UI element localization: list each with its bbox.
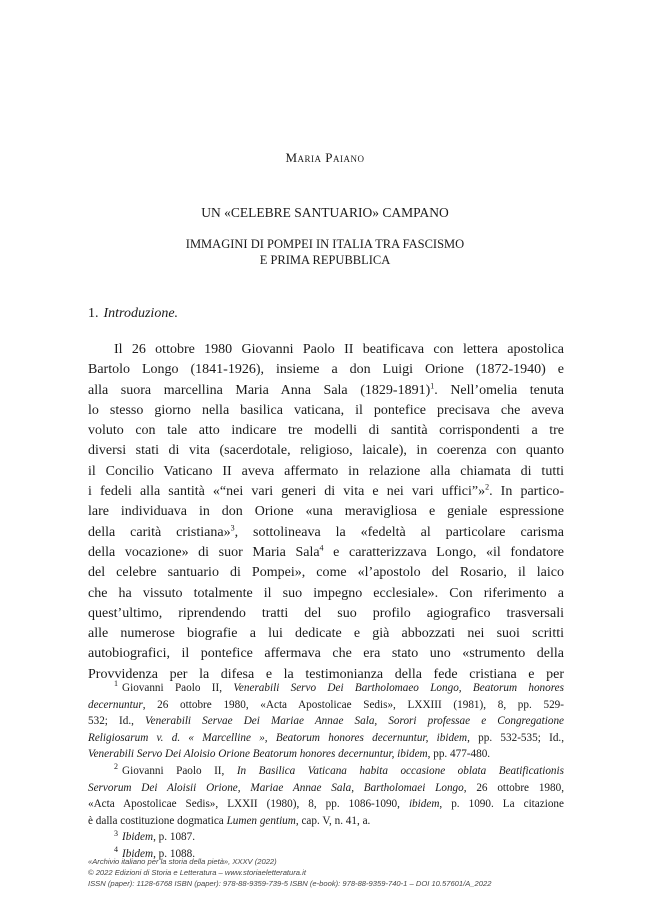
footnote-line: «Acta Apostolicae Sedis», LXXII (1980), 8, pp. 1086-1090, ibidem, p. 1090. La citazione bbox=[88, 798, 564, 811]
footnote-4: $^4$ Ibidem, p. 1088. bbox=[114, 845, 196, 860]
subtitle-line: E PRIMA REPUBBLICA bbox=[259, 253, 391, 267]
body-line: lo stesso giorno nella basilica vaticana, il pontefice precisava che aveva bbox=[88, 402, 564, 418]
footnote-number: 4 bbox=[114, 845, 118, 855]
body-line: del celebre santuario di Pompei», come «l’apostolo del Rosario, il laico bbox=[88, 565, 564, 581]
article-title: UN «CELEBRE SANTUARIO» CAMPANO bbox=[201, 205, 449, 220]
footnote-line: Venerabili Servo Dei Aloisio Orione Beatorum honores decernuntur, ibidem, pp. 477-480. bbox=[88, 748, 491, 761]
body-line: alla suora marcellina Maria Anna Sala (1829-1891)$^1$. Nell’omelia tenuta bbox=[88, 380, 564, 398]
body-line: il Concilio Vaticano II aveva affermato in relazione alla chiamata di tutti bbox=[88, 463, 564, 479]
body-line: voluto con tale atto indicare tre modelli di santità corrispondenti a tre bbox=[88, 423, 564, 439]
body-line: quest’ultimo, riprendendo tratti del suo profilo agiografico trasversali bbox=[88, 605, 564, 621]
footnote-number: 1 bbox=[114, 679, 118, 689]
footnote-line: decernuntur, 26 ottobre 1980, «Acta Apostolicae Sedis», LXXIII (1981), 8, pp. 529- bbox=[88, 698, 564, 711]
publisher-link[interactable]: www.storiaeletteratura.it bbox=[224, 868, 306, 877]
footnote-3: $^3$ Ibidem, p. 1087. bbox=[114, 828, 196, 844]
footnote-ref[interactable]: 2 bbox=[485, 482, 490, 492]
body-line: della vocazione» di suor Maria Sala$^4$ e caratterizzava Longo, «il fondatore bbox=[88, 543, 565, 560]
body-line: della carità cristiana»$^3$, sottolineava la «fedeltà al particolare carisma bbox=[88, 523, 564, 540]
body-line: che ha vissuto totalmente il suo impegno ecclesiale». Con riferimento a bbox=[88, 585, 564, 601]
section-number: 1. bbox=[88, 306, 99, 321]
footnote-number: 3 bbox=[114, 828, 118, 838]
issn-isbn-line: ISSN (paper): 1128-6768 ISBN (paper): 978-88-9359-739-5 ISBN (e-book): 978-88-9359-740-1 – DOI 10.57601/A_2022 bbox=[88, 879, 492, 888]
body-line: Il 26 ottobre 1980 Giovanni Paolo II beatificava con lettera apostolica bbox=[114, 342, 564, 357]
body-paragraph bbox=[88, 340, 564, 685]
footnote-2: $^2$ Giovanni Paolo II, In Basilica Vaticana habita occasione oblata Beatificationis bbox=[114, 762, 564, 777]
footnote-line: 532; Id., Venerabili Servae Dei Mariae Annae Sala, Sorori professae e Congregatione bbox=[88, 715, 564, 728]
footnote-line: Servorum Dei Aloisii Orione, Mariae Annae Sala, Bartholomaei Longo, 26 ottobre 1980, bbox=[88, 781, 564, 794]
section-heading bbox=[88, 306, 178, 322]
footnote-ref[interactable]: 1 bbox=[430, 380, 435, 390]
page-footer bbox=[88, 856, 608, 889]
footnote-line: Religiosarum v. d. « Marcelline », Beatorum honores decernuntur, ibidem, pp. 532-535; Id., bbox=[88, 731, 565, 744]
journal-citation: «Archivio italiano per la storia della pietà», XXXV (2022) bbox=[88, 857, 277, 866]
author-name: Maria Paiano bbox=[285, 150, 365, 165]
footnote-ref[interactable]: 4 bbox=[319, 543, 324, 553]
footnotes bbox=[88, 680, 564, 863]
footnote-1: $^1$ Giovanni Paolo II, Venerabili Servo Dei Bartholomaeo Longo, Beatorum honores bbox=[114, 679, 564, 694]
body-line: autobiografici, il pontefice affermava che era stato uno «strumento della bbox=[88, 646, 564, 662]
footnote-line: è dalla costituzione dogmatica Lumen gentium, cap. V, n. 41, a. bbox=[88, 814, 371, 827]
section-title: Introduzione. bbox=[103, 306, 179, 321]
copyright-line: © 2022 Edizioni di Storia e Letteratura – www.storiaeletteratura.it bbox=[88, 868, 306, 877]
article-subtitle bbox=[0, 236, 650, 268]
body-line: diversi stati di vita (sacerdotale, religioso, laicale), in coerenza con quanto bbox=[88, 443, 564, 459]
body-line: Bartolo Longo (1841-1926), insieme a don Luigi Orione (1872-1940) e bbox=[88, 362, 564, 378]
subtitle-line: IMMAGINI DI POMPEI IN ITALIA TRA FASCISMO bbox=[185, 237, 465, 251]
body-line: lare individuava in don Orione «una meravigliosa e geniale espressione bbox=[88, 504, 564, 520]
body-line: i fedeli alla santità «“nei vari generi di vita e nei vari uffici”»$^2$. In partico- bbox=[88, 482, 564, 500]
body-line: alle numerose biografie a lui dedicate e già abbozzati nei suoi scritti bbox=[88, 626, 564, 642]
footnote-number: 2 bbox=[114, 762, 118, 772]
footnote-ref[interactable]: 3 bbox=[230, 523, 235, 533]
body-line: Provvidenza per la difesa e la testimonianza della fede cristiana e per bbox=[88, 666, 564, 682]
